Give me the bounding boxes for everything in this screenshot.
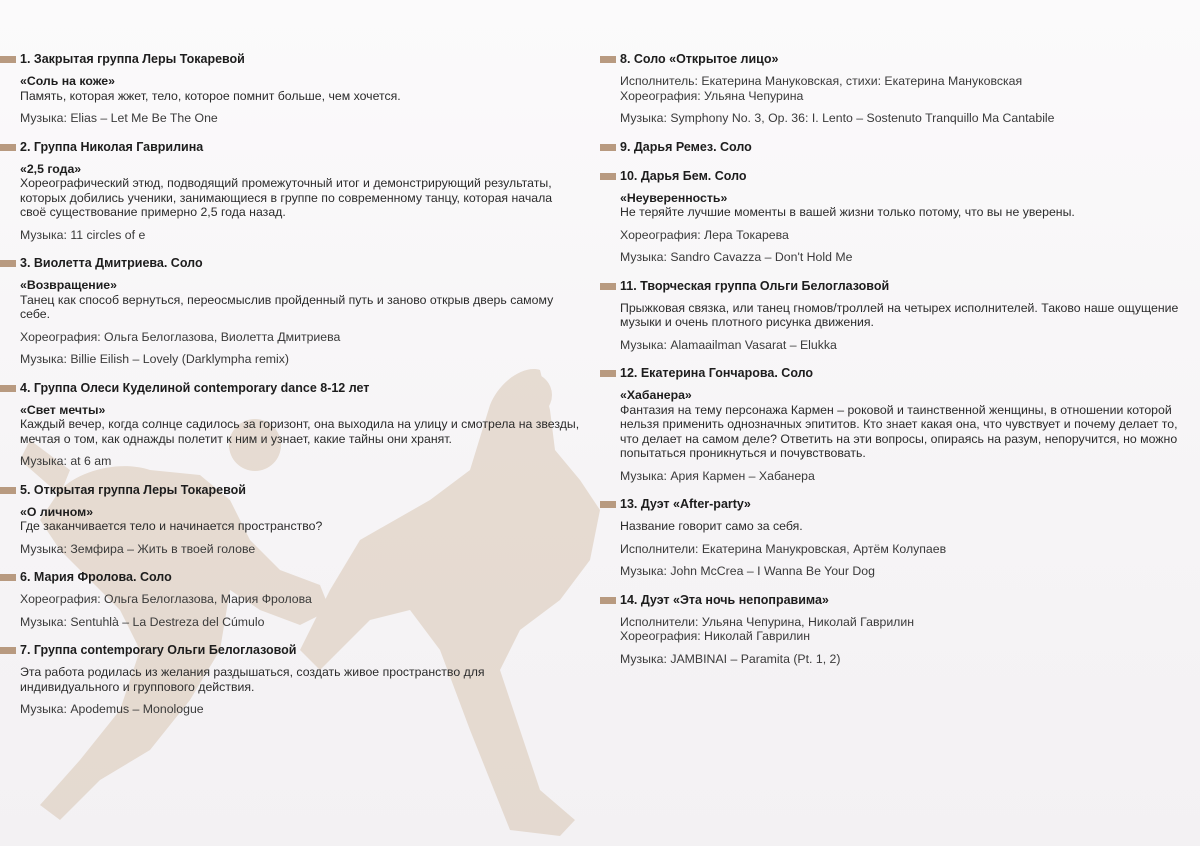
item-performers: Исполнители: Ульяна Чепурина, Николай Гаврилин	[620, 614, 915, 629]
program-item	[600, 497, 1190, 579]
item-description: Прыжковая связка, или танец гномов/троллей на четырех исполнителей. Таково наше ощущение музыки и очень плотного рисунка движения.	[620, 300, 1179, 329]
bullet-marker-icon	[0, 260, 16, 267]
program-item	[600, 52, 1190, 126]
item-subtitle: «2,5 года»	[20, 161, 82, 176]
item-music: Музыка: Sandro Cavazza – Don't Hold Me	[620, 250, 853, 264]
bullet-marker-icon	[600, 283, 616, 290]
item-choreography: Хореография: Лера Токарева	[620, 227, 789, 242]
item-music: Музыка: Symphony No. 3, Op. 36: I. Lento – Sostenuto Tranquillo Ma Cantabile	[620, 111, 1055, 125]
item-description: Эта работа родилась из желания раздышаться, создать живое пространство для индивидуального и группового действия.	[20, 665, 485, 694]
item-description: Хореографический этюд, подводящий промежуточный итог и демонстрирующий результаты, которых добились ученики, занимающиеся в группе по современному танцу, которая начала своё существование примерно 2,5 года назад.	[20, 176, 553, 219]
program-item	[0, 381, 580, 469]
item-title: 11. Творческая группа Ольги Белоглазовой	[620, 278, 890, 293]
bullet-marker-icon	[0, 385, 16, 392]
item-title: 9. Дарья Ремез. Соло	[620, 139, 752, 154]
item-music: Музыка: JAMBINAI – Paramita (Pt. 1, 2)	[620, 651, 841, 666]
item-music: Музыка: Alamaailman Vasarat – Elukka	[620, 337, 837, 352]
item-title: 7. Группа contemporary Ольги Белоглазовой	[20, 643, 297, 657]
item-choreography: Хореография: Ольга Белоглазова, Виолетта Дмитриева	[20, 329, 341, 344]
program-item	[0, 52, 580, 126]
item-title: 8. Соло «Открытое лицо»	[620, 52, 779, 66]
item-description: Не теряйте лучшие моменты в вашей жизни только потому, что вы не уверены.	[620, 205, 1075, 219]
program-item	[600, 366, 1190, 483]
item-description: Танец как способ вернуться, переосмыслив пройденный путь и заново открыв дверь самому себе.	[20, 292, 554, 321]
item-choreography: Хореография: Ольга Белоглазова, Мария Фролова	[20, 592, 312, 606]
item-choreography: Хореография: Ульяна Чепурина	[620, 88, 804, 103]
item-music: Музыка: Sentuhlà – La Destreza del Cúmulo	[20, 614, 265, 629]
item-music: Музыка: Ария Кармен – Хабанера	[620, 468, 815, 483]
item-music: Музыка: 11 circles of e	[20, 227, 146, 242]
bullet-marker-icon	[0, 487, 16, 494]
item-description: Где заканчивается тело и начинается пространство?	[20, 519, 323, 533]
item-description: Фантазия на тему персонажа Кармен – роковой и таинственной женщины, в отношении которой нельзя применить однозначных эпититов. Кто знает какая она, что чувствует и почему делает то, что делает на самом деле? Ответить на эти вопросы, опираясь на разум, непоручится, но можно попытаться проникнуться и почувствовать.	[620, 402, 1178, 460]
program-item	[600, 169, 1190, 265]
item-title: 14. Дуэт «Эта ночь непоправима»	[620, 592, 829, 607]
bullet-marker-icon	[0, 647, 16, 654]
program-item	[0, 570, 580, 629]
item-choreography: Хореография: Николай Гаврилин	[620, 629, 811, 643]
item-title: 3. Виолетта Дмитриева. Соло	[20, 256, 203, 270]
bullet-marker-icon	[600, 370, 616, 377]
item-title: 5. Открытая группа Леры Токаревой	[20, 482, 246, 497]
program-item	[0, 140, 580, 243]
item-subtitle: «Возвращение»	[20, 278, 117, 292]
bullet-marker-icon	[600, 144, 616, 151]
program-right-column	[600, 52, 1190, 680]
item-performers: Исполнители: Екатерина Манукровская, Артём Колупаев	[620, 541, 947, 556]
item-music: Музыка: Земфира – Жить в твоей голове	[20, 541, 256, 556]
item-title: 12. Екатерина Гончарова. Соло	[620, 366, 814, 380]
program-item	[0, 643, 580, 717]
bullet-marker-icon	[0, 144, 16, 151]
item-title: 13. Дуэт «After-party»	[620, 497, 751, 511]
item-title: 10. Дарья Бем. Соло	[620, 168, 747, 183]
item-title: 4. Группа Олеси Куделиной contemporary dance 8-12 лет	[20, 380, 370, 395]
program-item	[0, 483, 580, 557]
program-item	[600, 279, 1190, 353]
bullet-marker-icon	[600, 501, 616, 508]
item-description: Название говорит само за себя.	[620, 519, 803, 533]
item-title: 1. Закрытая группа Леры Токаревой	[20, 52, 245, 66]
bullet-marker-icon	[0, 56, 16, 63]
program-item	[600, 593, 1190, 667]
item-performer: Исполнитель: Екатерина Мануковская, стихи: Екатерина Мануковская	[620, 74, 1023, 88]
item-music: Музыка: at 6 am	[20, 454, 112, 468]
item-title: 2. Группа Николая Гаврилина	[20, 139, 204, 154]
bullet-marker-icon	[0, 574, 16, 581]
program-item	[0, 256, 580, 367]
program-item	[600, 140, 1190, 155]
item-subtitle: «О личном»	[20, 504, 94, 519]
item-music: Музыка: Billie Eilish – Lovely (Darklympha remix)	[20, 352, 290, 366]
bullet-marker-icon	[600, 173, 616, 180]
item-subtitle: «Свет мечты»	[20, 402, 106, 417]
item-subtitle: «Соль на коже»	[20, 74, 115, 88]
item-music: Музыка: Apodemus – Monologue	[20, 702, 204, 716]
item-title: 6. Мария Фролова. Соло	[20, 570, 172, 584]
bullet-marker-icon	[600, 597, 616, 604]
item-description: Память, которая жжет, тело, которое помнит больше, чем хочется.	[20, 88, 401, 103]
item-description: Каждый вечер, когда солнце садилось за горизонт, она выходила на улицу и смотрела на звезды, мечтая о том, как однажды полетит к ним и узнает, какие тайны они хранят.	[20, 417, 580, 446]
item-subtitle: «Хабанера»	[620, 388, 692, 402]
program-left-column	[0, 52, 580, 731]
item-subtitle: «Неуверенность»	[620, 190, 728, 205]
item-music: Музыка: Elias – Let Me Be The One	[20, 111, 218, 125]
bullet-marker-icon	[600, 56, 616, 63]
item-music: Музыка: John McCrea – I Wanna Be Your Dog	[620, 564, 875, 578]
